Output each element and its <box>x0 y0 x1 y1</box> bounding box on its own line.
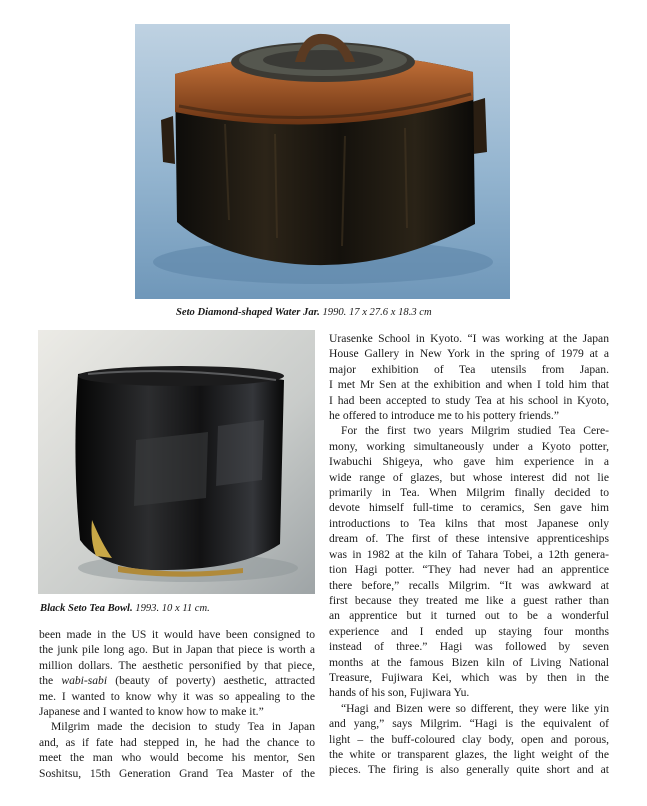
text-line: mony, working simultaneously under a Kyoto potter, <box>329 439 609 453</box>
text-line: Urasenke School in Kyoto. “I was working at the Japan <box>329 332 609 345</box>
text-line: pieces. The firing is also generally quite short and at <box>329 763 609 777</box>
text-line: introductions to Tea kilns that most Japanese only <box>329 516 609 530</box>
text-line: dream of. The first of these intensive apprenticeships <box>329 532 609 546</box>
left-column-text <box>39 627 315 781</box>
text-line: tion Hagi potter. “They had never had an apprentice <box>329 563 609 577</box>
text-line: months at the famous Bizen kiln of Living National <box>329 655 609 669</box>
text-line: Soshitsu, 15th Generation Grand Tea Master of the <box>39 766 315 780</box>
text-line: was in 1982 at the kiln of Tahara Tobei, a 12th genera- <box>329 547 609 561</box>
text-line: major exhibition of Tea utensils from Japan. <box>329 362 609 376</box>
text-line: I met Mr Sen at the exhibition and when I told him that <box>329 378 609 392</box>
right-column-text <box>329 331 609 778</box>
text-line: Milgrim made the decision to study Tea in Japan <box>51 720 315 734</box>
water-jar-caption <box>176 306 432 319</box>
text-line: For the first two years Milgrim studied Tea Cere- <box>341 424 609 438</box>
text-line: experience and I ended up staying four months <box>329 624 609 638</box>
tea-bowl-title: Black Seto Tea Bowl. <box>40 603 133 614</box>
tea-bowl-caption <box>40 602 210 615</box>
text-line: and yang,” says Milgrim. “Hagi is the equivalent of <box>329 717 609 731</box>
text-line: the white or transparent glazes, the light weight of the <box>329 747 609 761</box>
text-line: meet the man who would become his mentor, Sen <box>39 751 315 765</box>
text-line: primarily in Tea. When Milgrim finally decided to <box>329 486 609 500</box>
text-line: first because they treated me like a guest rather than <box>329 593 609 607</box>
text-line: he offered to introduce me to his pottery friends.” <box>329 409 559 423</box>
text-line: Japanese and I wanted to know how to make it.” <box>39 705 264 719</box>
text-line: there before,” recalls Milgrim. “It was awkward at <box>329 578 609 592</box>
text-line: instead of three.” Hagi was followed by seven <box>329 640 609 654</box>
text-line: Treasure, Fujiwara Kei, which was by then in the <box>329 670 609 684</box>
text-line: hands of his son, Fujiwara Yu. <box>329 686 470 700</box>
text-line: an apprentice but it turned out to be a wonderful <box>329 609 609 623</box>
text-line: devote himself full-time to ceramics, Sen gave him <box>329 501 609 515</box>
text-line: I had been accepted to study Tea at his school in Kyoto, <box>329 393 609 407</box>
text-line: “Hagi and Bizen were so different, they were like yin <box>341 701 609 715</box>
tea-bowl-photo <box>38 330 315 594</box>
text-line: House Gallery in New York in the spring of 1979 at a <box>329 347 609 361</box>
text-line: and, as if fate had stepped in, he had the chance to <box>39 735 315 749</box>
text-line: the wabi-sabi (beauty of poverty) aesthetic, attracted <box>39 674 315 688</box>
text-line: Iwabuchi Shigeya, who gave him experience in a <box>329 455 609 469</box>
text-line: wide range of glazes, but whose interest did not lie <box>329 470 609 484</box>
water-jar-photo <box>135 24 510 299</box>
text-line: the junk pile long ago. But in Japan that piece is worth a <box>39 643 315 657</box>
text-line: light – the buff-coloured clay body, open and porous, <box>329 732 609 746</box>
tea-bowl-details: 1993. 10 x 11 cm. <box>135 603 210 614</box>
text-line: me. I wanted to know why it was so appealing to the <box>39 689 315 703</box>
text-line: million dollars. The aesthetic personified by that piece, <box>39 658 315 672</box>
water-jar-details: 1990. 17 x 27.6 x 18.3 cm <box>322 307 432 318</box>
water-jar-title: Seto Diamond-shaped Water Jar. <box>176 307 320 318</box>
text-line: been made in the US it would have been consigned to <box>39 628 315 641</box>
